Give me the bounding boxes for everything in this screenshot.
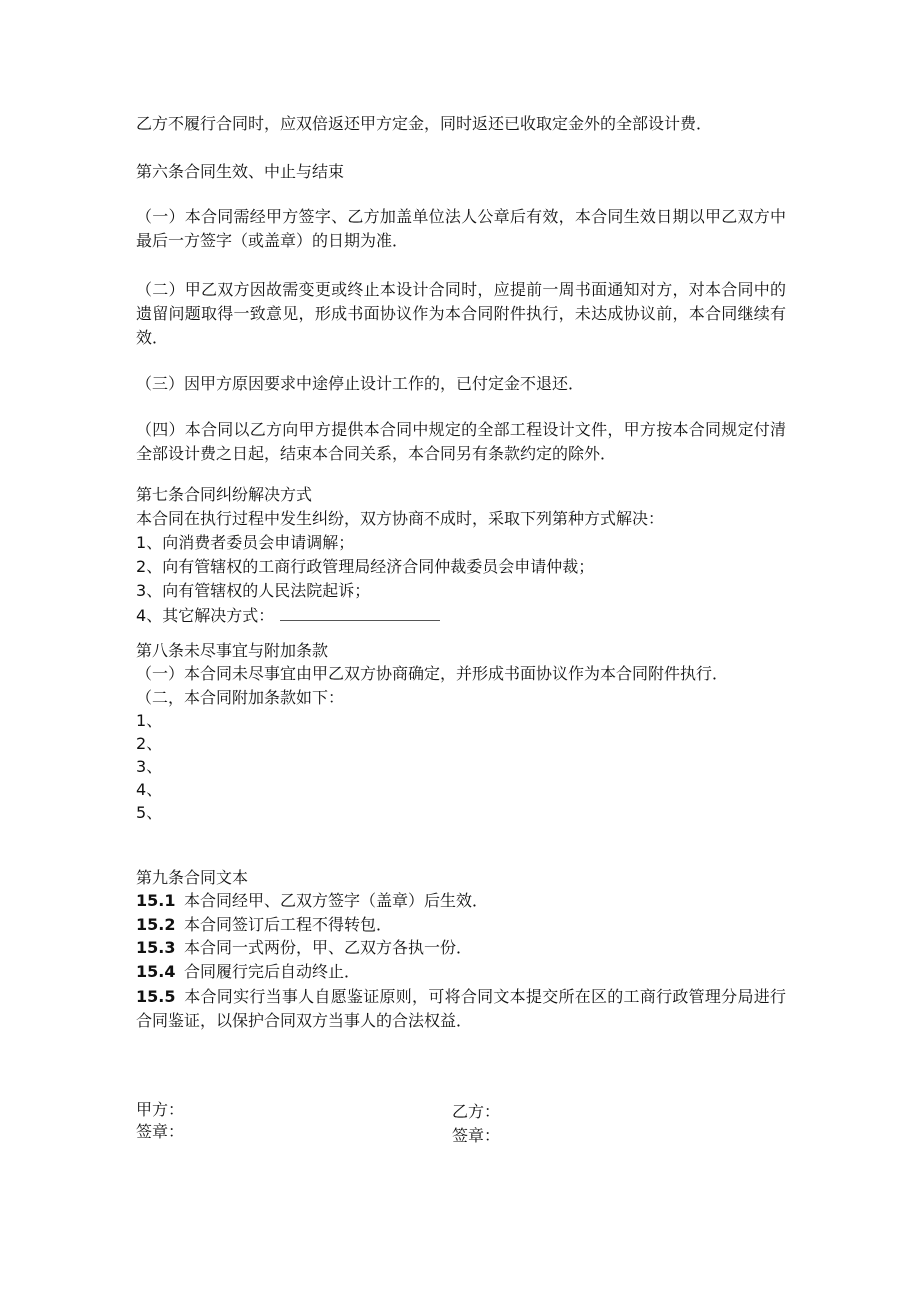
clause-number: 15.4 (136, 962, 176, 981)
list-item-number: 5 (136, 803, 147, 822)
clause-15-3 (136, 938, 472, 960)
clause-number: 15.1 (136, 891, 176, 910)
article-8-paragraph-1: （一）本合同未尽事宜由甲乙双方协商确定，并形成书面协议作为本合同附件执行． (136, 664, 729, 683)
list-item-text: 、 (146, 757, 163, 776)
article-6-paragraph-3: （三）因甲方原因要求中途停止设计工作的，已付定金不退还． (136, 374, 585, 393)
clause-number: 15.2 (136, 915, 176, 934)
list-item-text: 、 (146, 711, 163, 730)
list-item (136, 533, 354, 555)
list-item-number: 4 (136, 780, 147, 799)
list-item-text: 、向有管辖权的工商行政管理局经济合同仲裁委员会申请仲裁； (146, 557, 595, 576)
list-item-number: 3 (136, 581, 147, 600)
clause-text: 本合同一式两份，甲、乙双方各执一份． (184, 938, 473, 957)
list-item-number: 4 (136, 606, 147, 625)
party-a-seal-label: 签章： (136, 1122, 185, 1141)
list-item-number: 2 (136, 557, 147, 576)
article-6-paragraph-4: （四）本合同以乙方向甲方提供本合同中规定的全部工程设计文件，甲方按本合同规定付清全部设计费之日起，结束本合同关系，本合同另有条款约定的除外． (136, 420, 786, 463)
clause-text: 合同履行完后自动终止． (184, 962, 361, 981)
clause-text: 本合同实行当事人自愿鉴证原则，可将合同文本提交所在区的工商行政管理分局进行合同鉴证，以保护合同双方当事人的合法权益． (136, 987, 786, 1030)
list-item-text: 、 (146, 803, 163, 822)
clause-number: 15.3 (136, 938, 176, 957)
list-item-text: 、向消费者委员会申请调解； (146, 533, 355, 552)
list-item (136, 734, 162, 756)
list-item (136, 803, 162, 825)
list-item-number: 1 (136, 533, 147, 552)
list-item (136, 711, 162, 733)
article-8-paragraph-2: （二，本合同附加条款如下： (136, 688, 345, 707)
clause-15-2 (136, 915, 392, 937)
clause-15-5 (136, 985, 786, 1033)
party-b-label: 乙方： (452, 1102, 501, 1121)
intro-paragraph: 乙方不履行合同时，应双倍返还甲方定金，同时返还已收取定金外的全部设计费． (136, 114, 713, 133)
list-item-text: 、 (146, 780, 163, 799)
list-item (136, 581, 370, 603)
fill-in-blank (280, 604, 440, 621)
list-item (136, 604, 440, 626)
article-9-heading: 第九条合同文本 (136, 868, 249, 887)
clause-text: 本合同经甲、乙双方签字（盖章）后生效． (184, 891, 489, 910)
article-7-heading: 第七条合同纠纷解决方式 (136, 485, 313, 504)
list-item (136, 557, 594, 579)
list-item-number: 2 (136, 734, 147, 753)
list-item-text: 、向有管辖权的人民法院起诉； (146, 581, 371, 600)
list-item (136, 757, 162, 779)
list-item-number: 1 (136, 711, 147, 730)
article-8-heading: 第八条未尽事宜与附加条款 (136, 641, 329, 660)
article-6-heading: 第六条合同生效、中止与结束 (136, 162, 345, 181)
article-6-paragraph-2: （二）甲乙双方因故需变更或终止本设计合同时，应提前一周书面通知对方，对本合同中的遗留问题取得一致意见，形成书面协议作为本合同附件执行，未达成协议前，本合同继续有效． (136, 280, 786, 347)
article-7-intro: 本合同在执行过程中发生纠纷，双方协商不成时，采取下列第种方式解决： (136, 509, 665, 528)
party-a-label: 甲方： (136, 1100, 185, 1119)
list-item-text: 、其它解决方式： (146, 606, 275, 625)
party-b-seal-label: 签章： (452, 1126, 501, 1145)
clause-number: 15.5 (136, 987, 176, 1006)
list-item-text: 、 (146, 734, 163, 753)
clause-15-1 (136, 891, 488, 913)
article-6-paragraph-1: （一）本合同需经甲方签字、乙方加盖单位法人公章后有效，本合同生效日期以甲乙双方中最后一方签字（或盖章）的日期为准． (136, 207, 786, 250)
clause-15-4 (136, 962, 360, 984)
clause-text: 本合同签订后工程不得转包． (184, 915, 393, 934)
list-item-number: 3 (136, 757, 147, 776)
list-item (136, 780, 162, 802)
